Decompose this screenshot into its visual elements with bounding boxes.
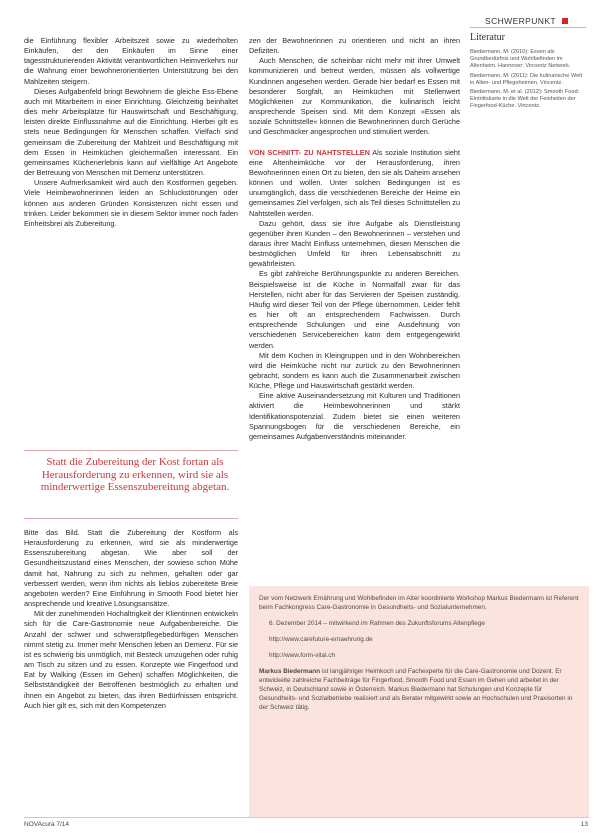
footer-divider (24, 817, 589, 818)
body-paragraph: Eine aktive Auseinandersetzung mit Kulturen und Traditionen aktiviert die Heimbewohnerinnen und stärkt Identifikationspotenzial. Zudem bietet sie einen weiteren Spannungsbogen für die verschiedenen Bereiche, ein gemeinsames Aufgabenverständnis miteinander. (249, 391, 460, 441)
info-bio (259, 667, 579, 712)
info-intro: Der vom Netzwerk Ernährung und Wohlbefinden im Alter koordinierte Workshop Markus Biedermann ist Referent beim Fachkongress Care-Gastronomie in Gesundheits- und Sozialunternehmen. (259, 595, 579, 611)
body-paragraph: Es gibt zahlreiche Berührungspunkte zu anderen Bereichen. Beispielsweise ist die Küche in Normalfall zwar für das Herstellen, nicht aber für das Servieren der Speisen zuständig. Häufig wird dieser Teil von der Pflege übernommen. Leider fehlt es hier oft an entsprechendem Fachwissen. Durch entsprechende Schulungen und eine Ausdehnung von verschiedenen Servicebereichen kann dem entgegengewirkt werden. (249, 269, 460, 350)
subhead-paragraph (249, 148, 460, 219)
column-left-continued (24, 528, 238, 711)
info-date: 6. Dezember 2014 – mitwirkend im Rahmen des Zukunftsforums Altenpflege (269, 620, 485, 627)
info-url-1[interactable]: http://www.carefuture-ernaehrung.de (269, 636, 373, 643)
bio-name: Markus Biedermann (259, 668, 321, 675)
literature-title: Literatur (470, 32, 505, 43)
bio-text: ist langjähriger Heimkoch und Fachexperte für die Care-Gastronomie und Dozent. Er entwickelte zahlreiche Fachbeiträge für Fingerfood, Smooth Food und Essen im Gehen und arbeitet in der Schweiz, in Deutschland sowie in Österreich. Markus Biedermann hat Schulungen und Konzepte für Gesundheits- und Sozialbetriebe realisiert und als Berater mitgewirkt sowie an Hochschulen und Praxisorten in der Schweiz tätig. (259, 668, 573, 711)
info-box (249, 586, 589, 818)
body-paragraph: Dazu gehört, dass sie ihre Aufgabe als Dienstleistung gegenüber ihren Kunden – den Bewohnerinnen – verstehen und daraus ihrer Macht Einfluss unternehmen, diesen Menschen die bestmöglichen Umfeld für ihren Lebensabschnitt zu gewährleisten. (249, 218, 460, 269)
body-paragraph: Auch Menschen, die scheinbar nicht mehr mit ihrer Umwelt kommunizieren und betreut werden, müssen als vollwertige Kundinnen angesehen werden. Gerade hier bedarf es Essen mit besonderer Sorgfalt, an Heimküchen mit Stellenwert Möglichkeiten zur Kommunikation, die kulinarisch leicht ansprechende Speisen sind. Mit dem Konzept »Essen als soziale Schnittstelle« können die Bewohnerinnen durch Gerüche und Geschmäcker angesprochen und stimuliert werden. (249, 56, 460, 137)
subhead: VON SCHNITT- ZU NAHTSTELLEN (249, 147, 370, 157)
page-number: 13 (580, 821, 588, 828)
body-paragraph: Unsere Aufmerksamkeit wird auch den Kostformen gegeben. Viele Heimbewohnerinnen leiden an Schluckstörungen oder können aus anderen Gründen Konsistenzen nicht essen und trinken. Leider bekommen sie in diesem Sektor immer noch faden Einheitsbrei als Zubereitung. (24, 178, 238, 228)
column-left (24, 36, 238, 229)
section-label: SCHWERPUNKT (485, 16, 556, 26)
literature-ref: Biedermann, M. (2011): Die kulinarische Welt in Alten- und Pflegeheimen. Vincentz. (470, 72, 583, 86)
body-paragraph: Bitte das Bild. Statt die Zubereitung der Kostform als Herausforderung zu erkennen, wird sie als minderwertige Essenszubereitung abgetan. Wie aber soll der Gesundheitszustand eines Menschen, der sowieso schon Mühe damit hat, Nahrung zu sich zu nehmen, gehalten oder gar verbessert werden, wenn ihm nichts als lieblos zubereitete Breie angeboten werden? Eine Einführung in Smooth Food bietet hier ansprechende und kreative Lösungsansätze. (24, 528, 238, 609)
body-paragraph: die Einführung flexibler Arbeitszeit sowie zu wiederholten Einkäufen, der den Einkäufen im Sinne einer tagesstrukturierenden Aktivität verantwortlichen Heimverkehrs nur die Wahrung einer bewohnerorientierten Unterstützung bei den Mahlzeiten steigern. (24, 36, 238, 86)
literature-ref: Biedermann, M. et al. (2012): Smooth Food: Eintrittskarte in die Welt der Feinheiten der Fingerfood-Küche. Vincentz. (470, 89, 580, 110)
info-url-2[interactable]: http://www.form-vital.ch (269, 652, 336, 659)
pull-quote-rule-top (24, 450, 238, 451)
pull-quote-rule-bottom (24, 518, 238, 519)
body-paragraph: Mit dem Kochen in Kleingruppen und in den Wohnbereichen wird die Heimküche nicht nur zurück zu den Bewohnerinnen gebracht, sondern es kann auch die Zusammenarbeit zwischen Küche, Pflege und Hauswirtschaft gestärkt werden. (249, 350, 460, 391)
footer-publication: NOVAcura 7/14 (24, 821, 70, 828)
column-middle (249, 36, 460, 442)
body-paragraph: Mit der zunehmenden Hochaltrigkeit der Klientinnen entwickeln sich für die Care-Gastronomie neue Aufgabenbereiche. Die Anzahl der schwer und schwerstpflegebedürftigen Menschen nimmt stetig zu. Immer mehr Menschen leben an Demenz. Für sie ist es schwierig bis unmöglich, mit Besteck umzugehen oder ruhig am Tisch zu sitzen und zu essen. Konzepte wie Fingerfood und Eat by Walking (Essen im Gehen) schaffen Möglichkeiten, die Selbstständigkeit der Betroffenen bestmöglich zu erhalten und ihnen ein Angebot zu bieten, das ihren Bedürfnissen entspricht. Auch hier gilt es, sich mit den Kompetenzen (24, 609, 238, 710)
literature-ref: Biedermann, M. (2010): Essen als Grundbedürfnis und Wohlbefinden im Altenheim. Hannover: Vincentz Network. (470, 49, 571, 70)
body-paragraph: zen der Bewohnerinnen zu orientieren und nicht an ihren Defiziten. (249, 36, 460, 56)
section-marker (562, 18, 568, 24)
literature-box (470, 32, 586, 113)
header-divider (470, 27, 586, 28)
body-paragraph: Dieses Aufgabenfeld bringt Bewohnern die gleiche Ess-Ebene auch mit Mitarbeitern in einer Einrichtung. Gleichzeitig beinhaltet dies mehr Arbeitsplätze für Hauswirtschaft und Beschäftigung, leisten direkte Einflussnahme auf die Einrichtung. Hierbei gilt es stets neue Bedingungen für Menschen schaffen. Vielfach sind gemeinsam die Zubereitung der Mahlzeit und Beschäftigung mit dem Essen in Heimküchen gleichermaßen interessant. Ein gemeinsames Küchenerlebnis kann auf vielfältige Art Angebote der Betreuung von Menschen mit Demenz unterstützen. (24, 86, 238, 178)
body-text: Als soziale Institution sieht eine Altenheimküche vor der Herausforderung, ihren Bewohnerinnen einen Ort zu bieten, den sie als Daheim ansehen können und wollen. Unter solchen Bedingungen ist es unumgänglich, dass die verschiedenen Bereiche der Heime ein gemeinsames Ziel verfolgen, sich als Teil dieses Schnittstellen zu Nahtstellen werden. (249, 147, 461, 218)
section-header (485, 16, 568, 26)
pull-quote: Statt die Zubereitung der Kost fortan als Herausforderung zu erkennen, wird sie als minderwertige Essenszubereitung abgetan. (40, 456, 230, 494)
